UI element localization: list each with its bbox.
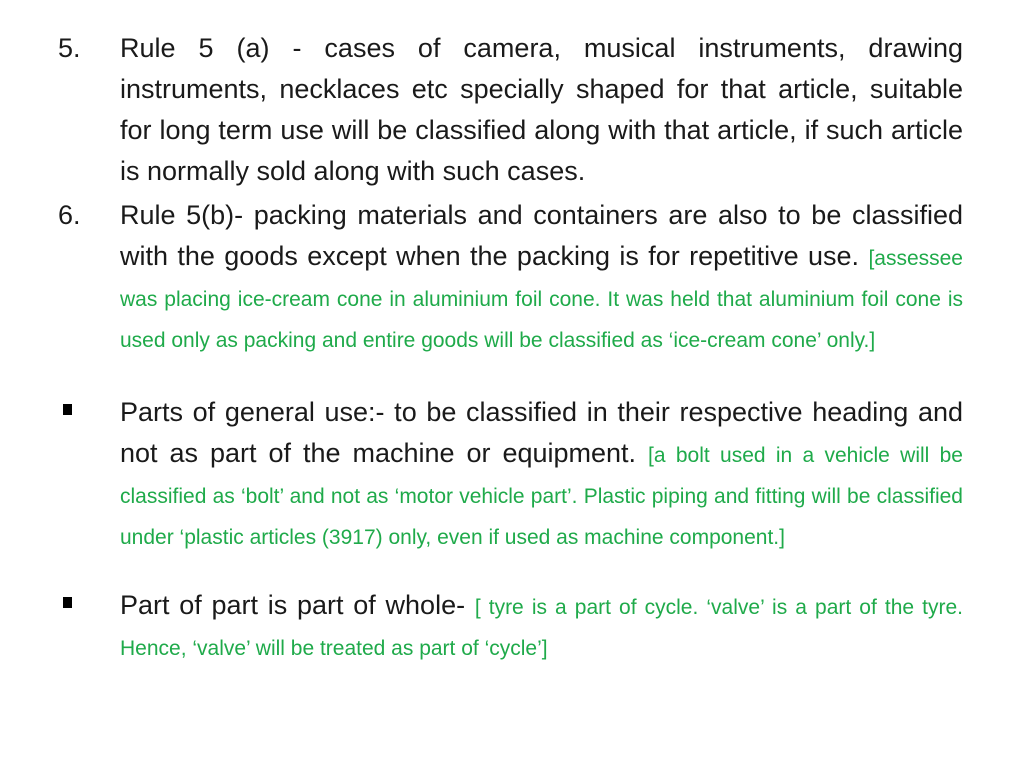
list-number: 6.: [58, 200, 81, 230]
list-item-parts-general-use: [58, 392, 963, 556]
list-number: 5.: [58, 33, 81, 63]
rule-text: Rule 5(b)- packing materials and containers are also to be classified with the goods except when the packing is for repetitive use.: [120, 200, 963, 271]
list-item-body: [120, 195, 963, 359]
list-item-part-of-part: [58, 585, 963, 667]
example-note: [a bolt used in a vehicle will be classified as ‘bolt’ and not as ‘motor vehicle part’. Plastic piping and fitting will be classified under ‘plastic articles (3917) only, even if used as machine component.]: [120, 444, 963, 549]
example-note: [ tyre is a part of cycle. ‘valve’ is a part of the tyre. Hence, ‘valve’ will be treated as part of ‘cycle’]: [120, 596, 963, 660]
list-item-rule-5a: [58, 28, 963, 192]
rule-text: Part of part is part of whole-: [120, 590, 466, 620]
square-bullet-icon: [63, 404, 72, 415]
list-item-body: [120, 28, 963, 192]
list-item-body: [120, 585, 963, 667]
rule-text: Rule 5 (a) - cases of camera, musical instruments, drawing instruments, necklaces etc specially shaped for that article, suitable for long term use will be classified along with that article, if such article is normally sold along with such cases.: [120, 33, 963, 186]
list-item-rule-5b: [58, 195, 963, 359]
list-item-body: [120, 392, 963, 556]
example-note: [assessee was placing ice-cream cone in aluminium foil cone. It was held that aluminium foil cone is used only as packing and entire goods will be classified as ‘ice-cream cone’ only.]: [120, 247, 963, 352]
square-bullet-icon: [63, 597, 72, 608]
rule-text: Parts of general use:- to be classified in their respective heading and not as part of the machine or equipment.: [120, 397, 963, 468]
